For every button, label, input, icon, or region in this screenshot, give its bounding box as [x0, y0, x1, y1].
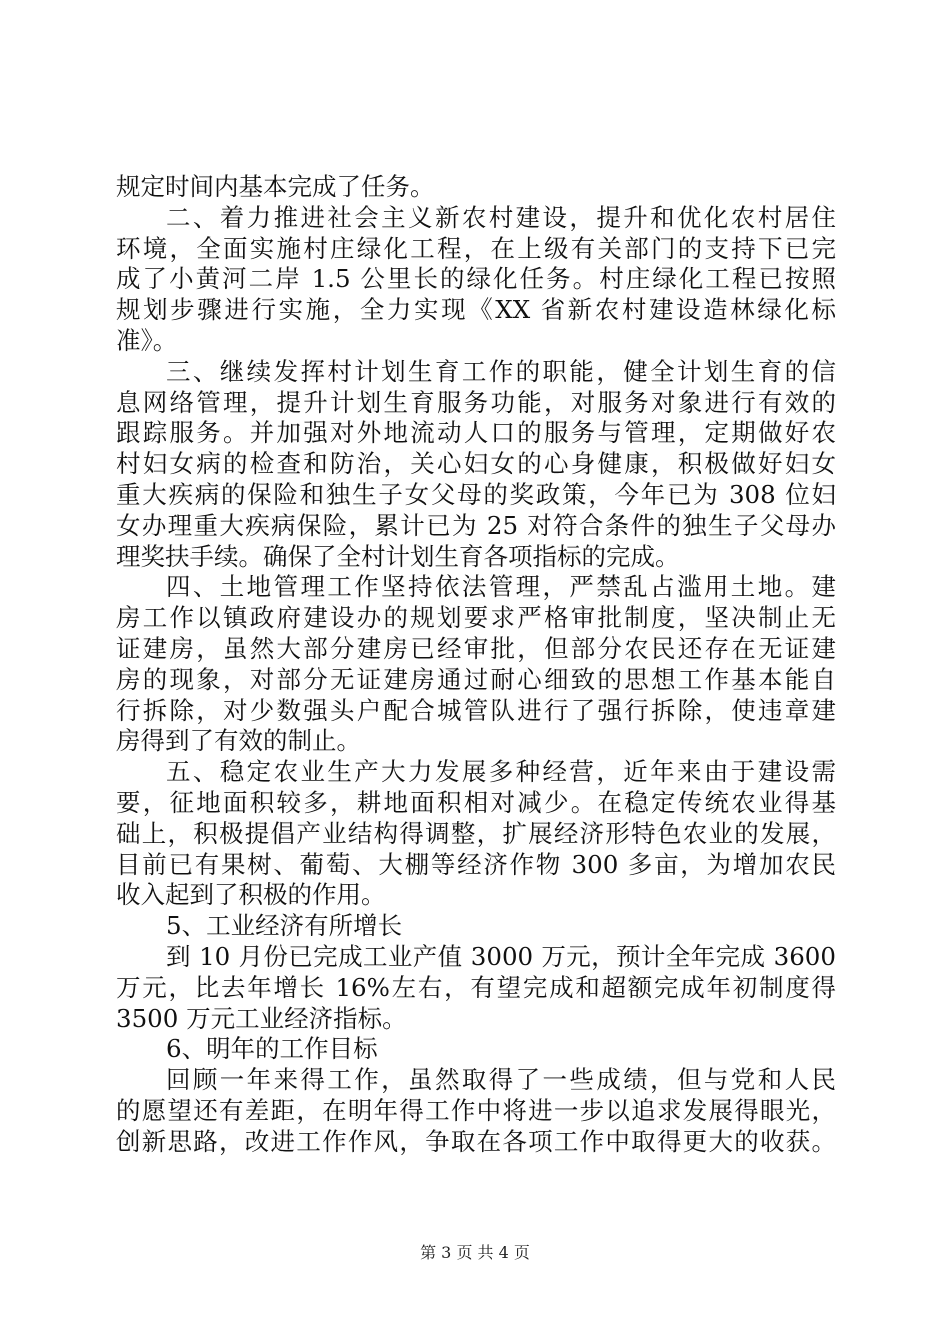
- text-line: 到 10 月份已完成工业产值 3000 万元，预计全年完成 3600: [166, 941, 836, 971]
- text-line: 房工作以镇政府建设办的规划要求严格审批制度，坚决制止无: [116, 603, 836, 633]
- text-line: 创新思路，改进工作作风，争取在各项工作中取得更大的收获。: [116, 1126, 836, 1156]
- text-line: 的愿望还有差距，在明年得工作中将进一步以追求发展得眼光，: [116, 1095, 836, 1125]
- text-line: 规定时间内基本完成了任务。: [116, 172, 435, 201]
- text-line: 五、稳定农业生产大力发展多种经营，近年来由于建设需: [166, 757, 836, 787]
- text-line: 房的现象，对部分无证建房通过耐心细致的思想工作基本能自: [116, 664, 836, 694]
- text-line: 回顾一年来得工作，虽然取得了一些成绩，但与党和人民: [166, 1065, 836, 1095]
- text-line: 规划步骤进行实施，全力实现《XX 省新农村建设造林绿化标: [116, 295, 836, 325]
- text-line: 准》。: [116, 325, 178, 355]
- text-line: 5、工业经济有所增长: [166, 911, 403, 941]
- text-line: 息网络管理，提升计划生育服务功能，对服务对象进行有效的: [116, 387, 836, 417]
- text-line: 村妇女病的检查和防治，关心妇女的心身健康，积极做好妇女: [116, 449, 836, 479]
- text-line: 3500 万元工业经济指标。: [116, 1003, 407, 1033]
- text-line: 理奖扶手续。确保了全村计划生育各项指标的完成。: [116, 541, 680, 571]
- text-line: 6、明年的工作目标: [166, 1034, 378, 1064]
- document-body: [116, 172, 836, 1158]
- text-line: 收入起到了积极的作用。: [116, 880, 386, 910]
- text-line: 女办理重大疾病保险，累计已为 25 对符合条件的独生子父母办: [116, 510, 836, 540]
- page-footer: 第 3 页 共 4 页: [420, 1243, 530, 1262]
- text-line: 三、继续发挥村计划生育工作的职能，健全计划生育的信: [166, 356, 836, 386]
- text-line: 环境，全面实施村庄绿化工程，在上级有关部门的支持下已完: [116, 233, 836, 263]
- text-line: 成了小黄河二岸 1.5 公里长的绿化任务。村庄绿化工程已按照: [116, 264, 836, 294]
- text-line: 万元，比去年增长 16%左右，有望完成和超额完成年初制度得: [116, 972, 836, 1002]
- text-line: 房得到了有效的制止。: [116, 726, 361, 756]
- text-line: 重大疾病的保险和独生子女父母的奖政策，今年已为 308 位妇: [116, 479, 836, 509]
- text-line: 证建房，虽然大部分建房已经审批，但部分农民还存在无证建: [116, 633, 836, 663]
- text-line: 行拆除，对少数强头户配合城管队进行了强行拆除，使违章建: [116, 695, 836, 725]
- text-line: 跟踪服务。并加强对外地流动人口的服务与管理，定期做好农: [116, 418, 836, 448]
- text-line: 目前已有果树、葡萄、大棚等经济作物 300 多亩，为增加农民: [116, 849, 836, 879]
- text-line: 二、着力推进社会主义新农村建设，提升和优化农村居住: [166, 202, 836, 232]
- text-line: 四、土地管理工作坚持依法管理，严禁乱占滥用土地。建: [166, 572, 836, 602]
- text-line: 础上，积极提倡产业结构得调整，扩展经济形特色农业的发展，: [116, 818, 836, 848]
- text-line: 要，征地面积较多，耕地面积相对减少。在稳定传统农业得基: [116, 787, 836, 817]
